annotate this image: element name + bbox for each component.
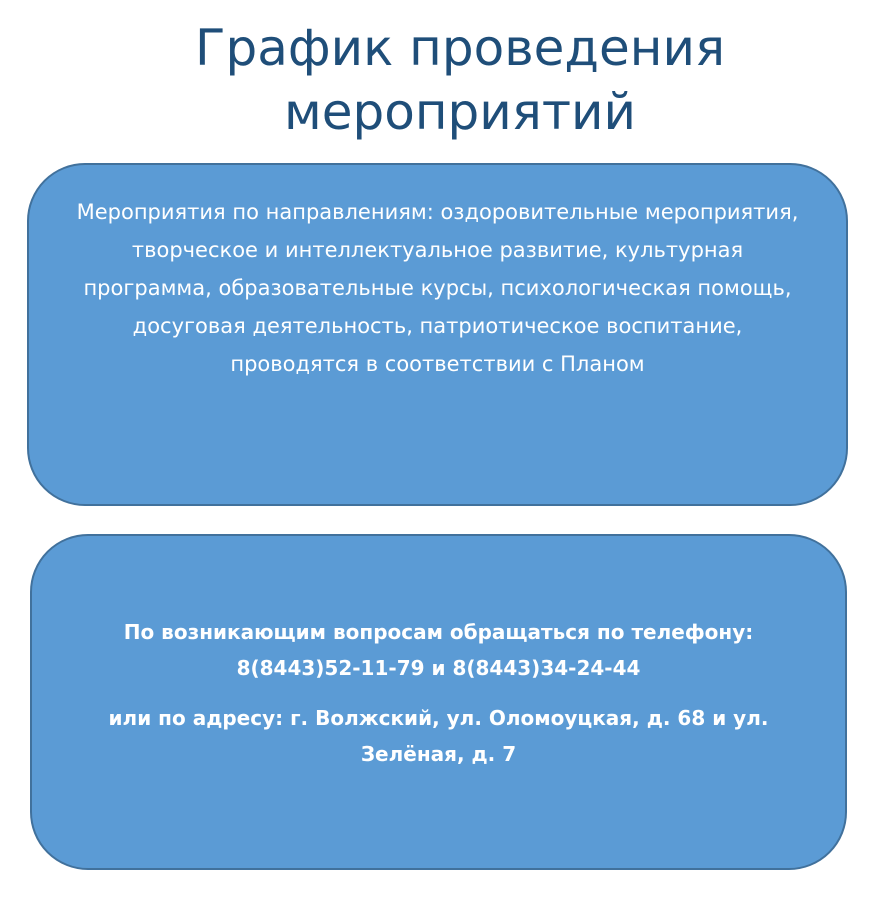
contact-address-text: или по адресу: г. Волжский, ул. Оломоуцкая, д. 68 и ул. Зелёная, д. 7 <box>108 706 769 766</box>
contact-phone-text: По возникающим вопросам обращаться по телефону: 8(8443)52-11-79 и 8(8443)34-24-44 <box>123 620 754 680</box>
page-title-line-2: мероприятий <box>284 83 636 141</box>
events-description: Мероприятия по направлениям: оздоровительные мероприятия, творческое и интеллектуальное развитие, культурная программа, образовательные курсы, психологическая помощь, досуговая деятельность, патриотическое воспитание, проводятся в соответствии с Планом <box>76 200 799 376</box>
page-title <box>120 16 800 144</box>
page-title-line-1: График проведения <box>194 19 726 77</box>
events-info-box <box>27 163 848 506</box>
contact-info-box <box>30 534 847 870</box>
